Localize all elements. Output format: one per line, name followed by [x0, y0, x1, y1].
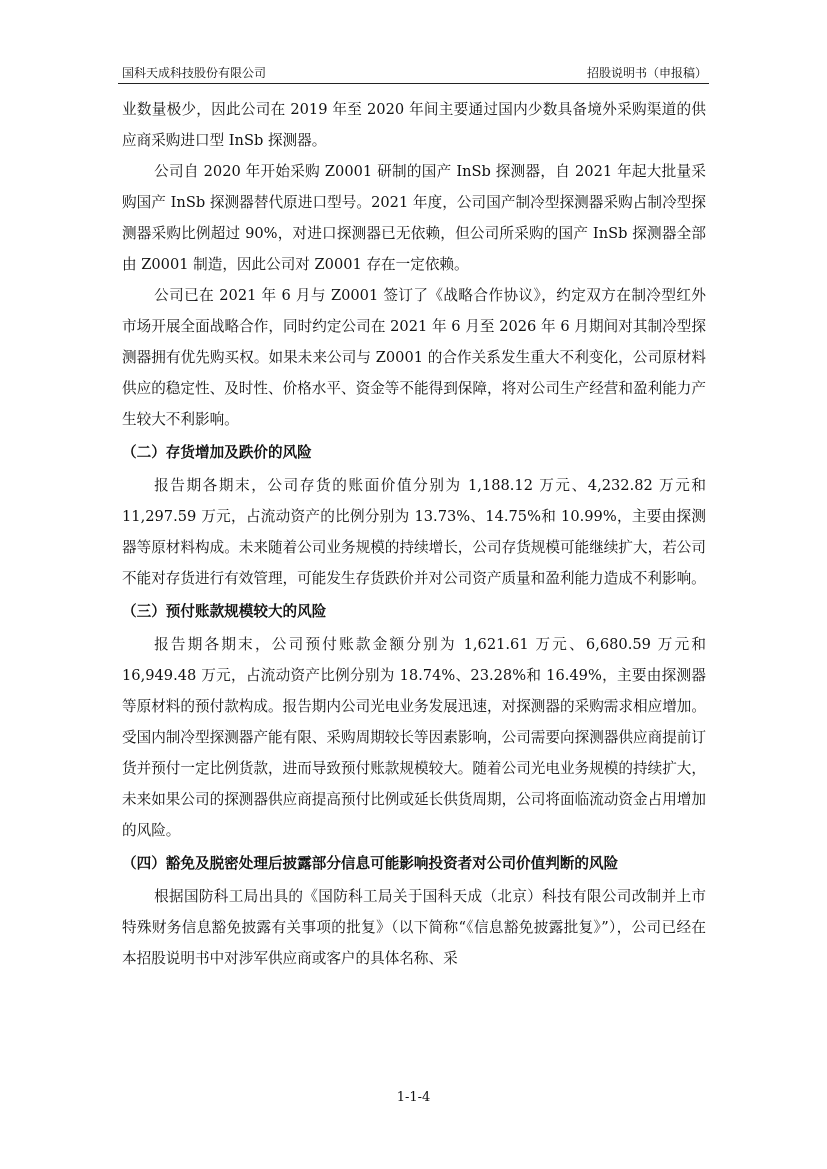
page-number: 1-1-4 — [396, 1090, 431, 1105]
paragraph-disclosure: 根据国防科工局出具的《国防科工局关于国科天成（北京）科技有限公司改制并上市特殊财务信息豁免披露有关事项的批复》（以下简称“《信息豁免披露批复》”），公司已经在本招股说明书中对涉军供应商或客户的具体名称、采 — [122, 888, 706, 967]
section-heading-disclosure-risk: （四）豁免及脱密处理后披露部分信息可能影响投资者对公司价值判断的风险 — [122, 855, 619, 872]
header-divider — [118, 83, 709, 84]
paragraph-strategic-agreement: 公司已在 2021 年 6 月与 Z0001 签订了《战略合作协议》，约定双方在制冷型红外市场开展全面战略合作，同时约定公司在 2021 年 6 月至 2026 年 6 月期间对其制冷型探测器拥有优先购买权。如果未来公司与 Z0001 的合作关系发生重大不利变化，公司原材料供应的稳定性、及时性、价格水平、资金等不能得到保障，将对公司生产经营和盈利能力产生较大不利影响。 — [122, 287, 706, 428]
paragraph-domestic-insb: 公司自 2020 年开始采购 Z0001 研制的国产 InSb 探测器，自 2021 年起大批量采购国产 InSb 探测器替代原进口型号。2021 年度，公司国产制冷型探测器采购占制冷型探测器采购比例超过 90%，对进口探测器已无依赖，但公司所采购的国产 InSb 探测器全部由 Z0001 制造，因此公司对 Z0001 存在一定依赖。 — [122, 163, 706, 273]
paragraph-continued: 业数量极少，因此公司在 2019 年至 2020 年间主要通过国内少数具备境外采购渠道的供应商采购进口型 InSb 探测器。 — [122, 101, 706, 149]
header-company-name: 国科天成科技股份有限公司 — [122, 66, 267, 80]
section-heading-inventory-risk: （二）存货增加及跌价的风险 — [122, 444, 312, 461]
paragraph-inventory: 报告期各期末，公司存货的账面价值分别为 1,188.12 万元、4,232.82 万元和 11,297.59 万元，占流动资产的比例分别为 13.73%、14.75%和 10.99%，主要由探测器等原材料构成。未来随着公司业务规模的持续增长，公司存货规模可能继续扩大，若公司不能对存货进行有效管理，可能发生存货跌价并对公司资产质量和盈利能力造成不利影响。 — [122, 477, 706, 587]
document-body — [122, 94, 706, 974]
header-document-title: 招股说明书（申报稿） — [586, 66, 707, 80]
section-heading-prepayment-risk: （三）预付账款规模较大的风险 — [122, 603, 327, 620]
paragraph-prepayment: 报告期各期末，公司预付账款金额分别为 1,621.61 万元、6,680.59 万元和 16,949.48 万元，占流动资产比例分别为 18.74%、23.28%和 16.49%，主要由探测器等原材料的预付款构成。报告期内公司光电业务发展迅速，对探测器的采购需求相应增加。受国内制冷型探测器产能有限、采购周期较长等因素影响，公司需要向探测器供应商提前订货并预付一定比例货款，进而导致预付账款规模较大。随着公司光电业务规模的持续扩大，未来如果公司的探测器供应商提高预付比例或延长供货周期，公司将面临流动资金占用增加的风险。 — [122, 636, 706, 839]
